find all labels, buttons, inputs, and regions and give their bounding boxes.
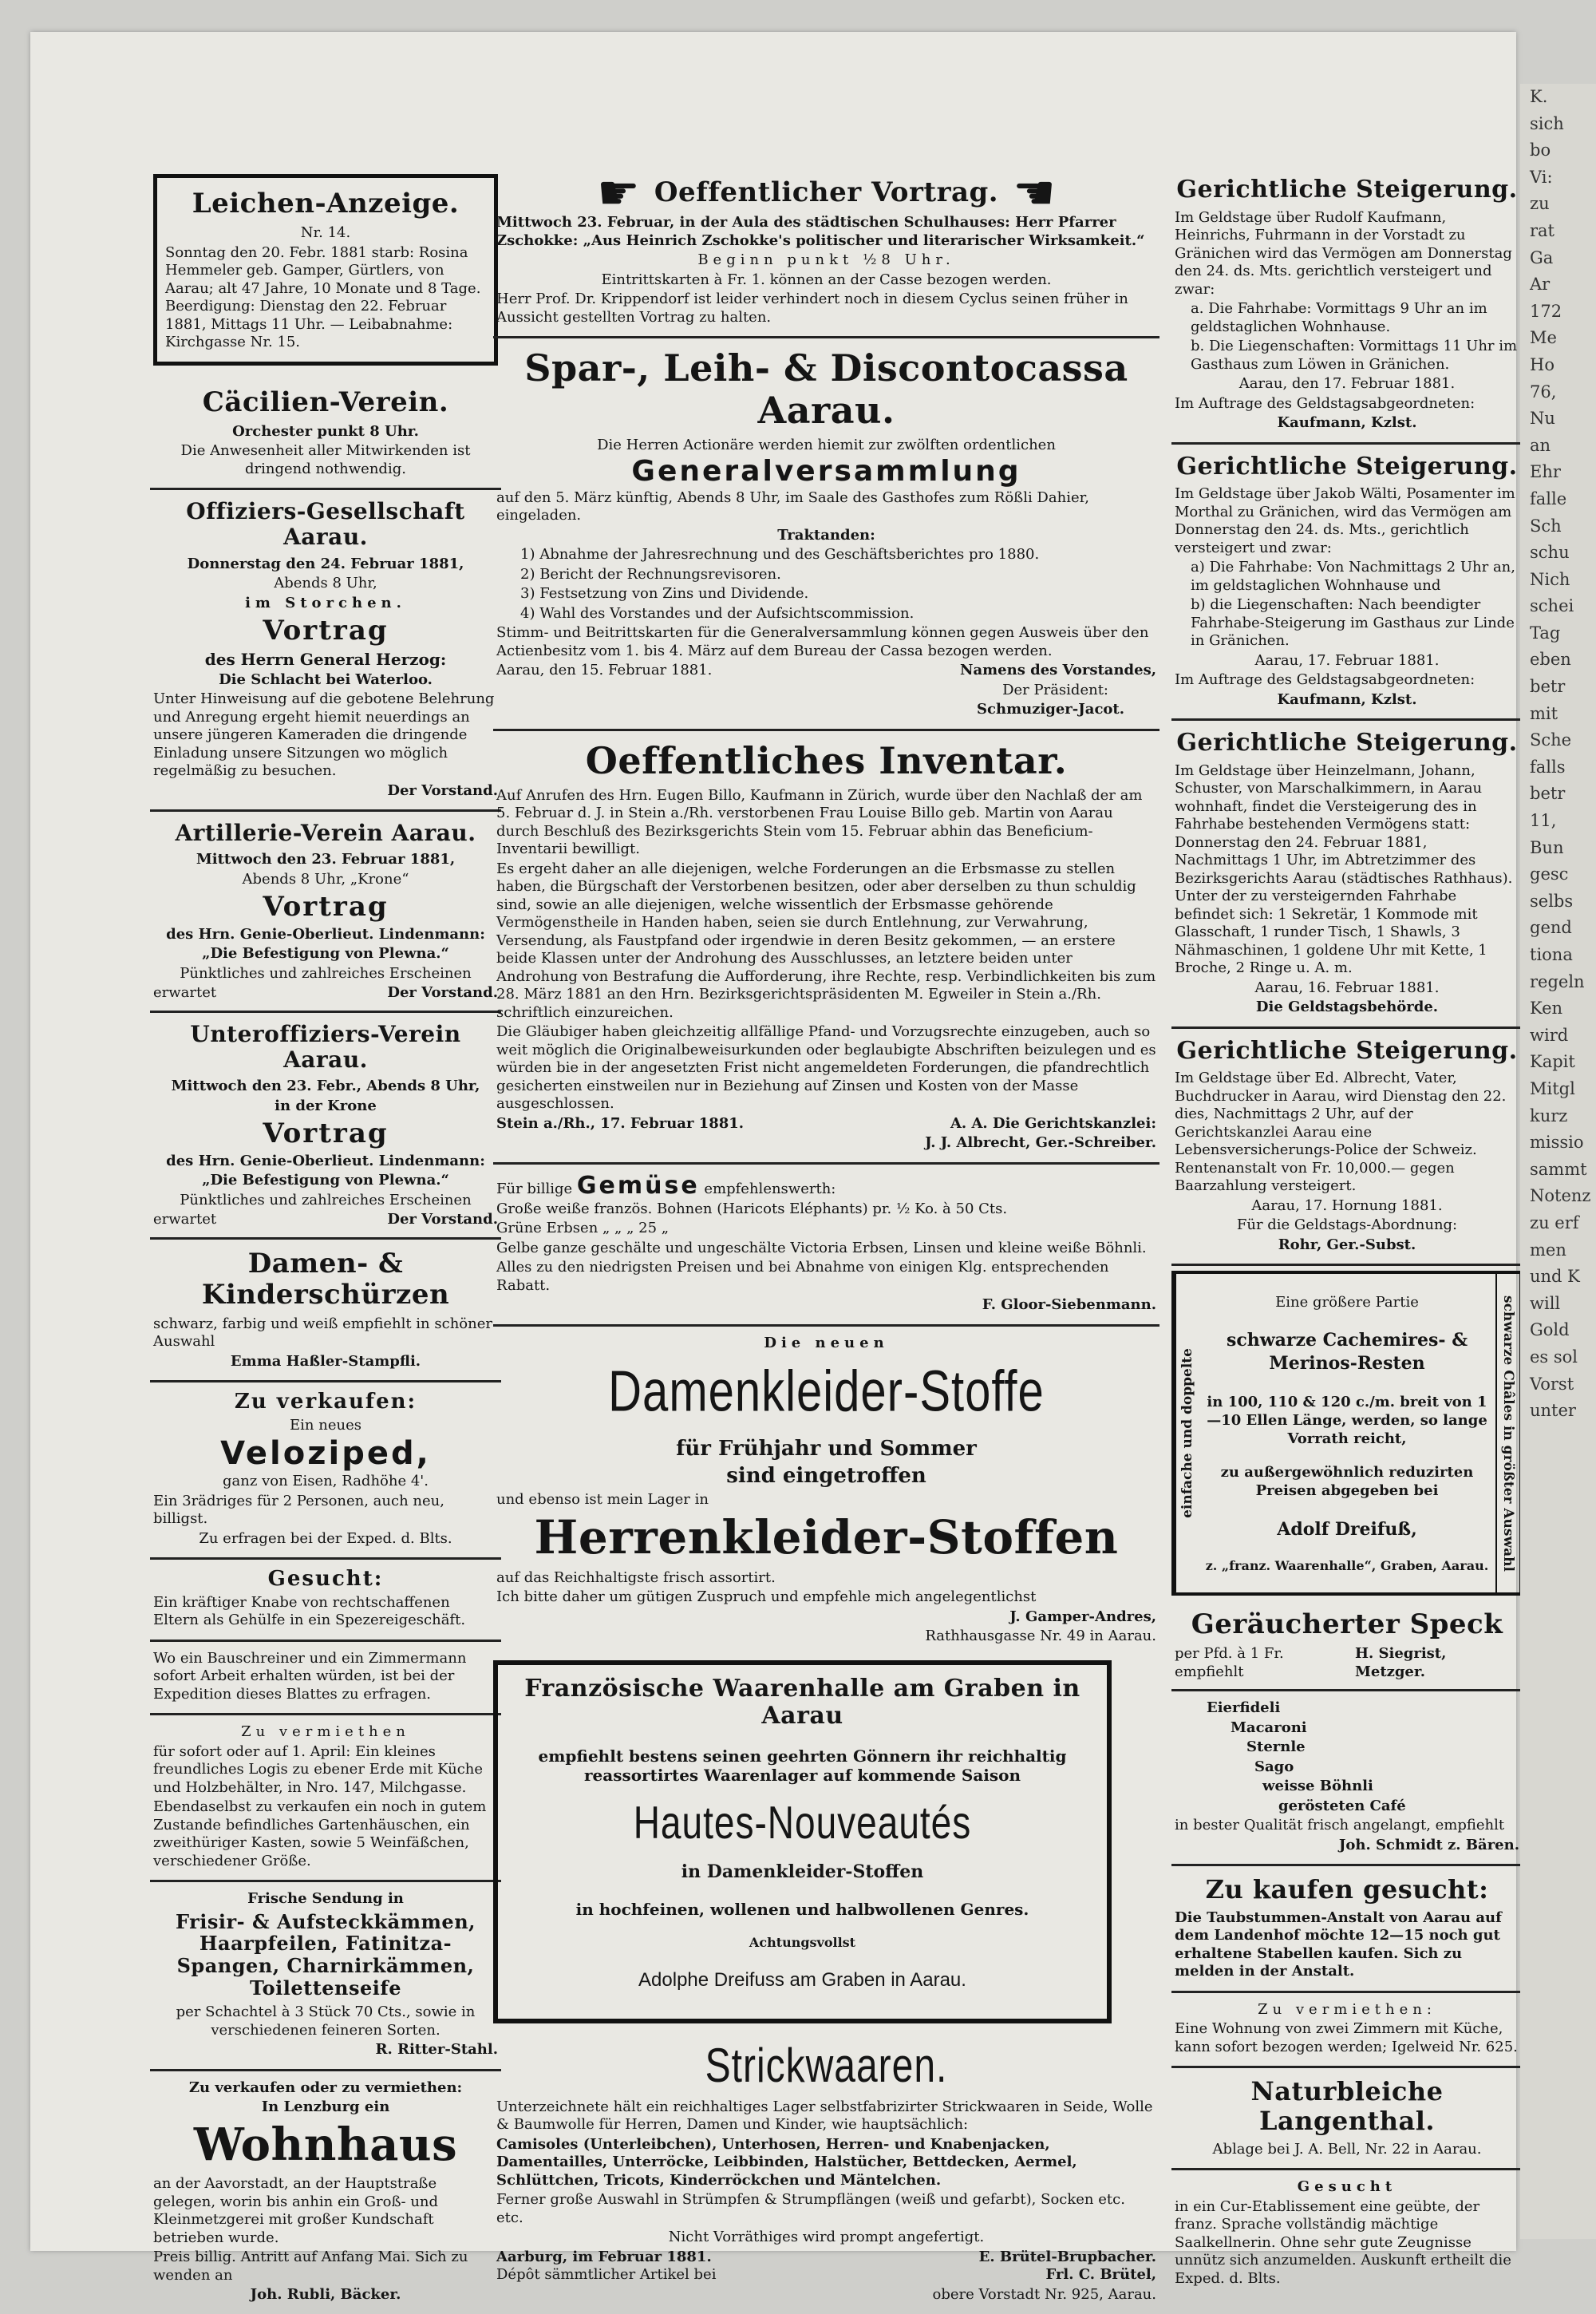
inventar-r1: A. A. Die Gerichtskanzlei: [950, 1114, 1156, 1132]
edge-line: Ken [1530, 999, 1563, 1019]
leichen-box [153, 174, 498, 366]
gemuese-l3: Grüne Erbsen „ „ „ 25 „ [496, 1220, 670, 1237]
cachemire-l4: zu außergewöhnlich reduzirten Preisen abgegeben bei [1220, 1463, 1474, 1500]
g4-text: Im Geldstage über Ed. Albrecht, Vater, Buchdrucker in Aarau, wird Dienstag den 22. dies, Nachmittags 2 Uhr, auf der Gerichtskanzlei Aarau eine Lebensversicherungs-Police der Schweiz. Rentenanstalt von Fr. 10,000.— gegen Baarzahlung versteigert. [1175, 1070, 1507, 1194]
leichen-text: Sonntag den 20. Febr. 1881 starb: Rosina Hemmeler geb. Gamper, Gürtlers, von Aarau; alt 47 Jahre, 10 Monate und 8 Tage. Beerdigung: Dienstag den 22. Februar 1881, Mittags 11 Uhr. — Leibabnahme: Kirchgasse Nr. 15. [165, 243, 481, 351]
spar-list [496, 546, 1156, 623]
spar-sign: Schmuziger-Jacot. [977, 701, 1124, 718]
artillerie-verein [150, 812, 501, 1013]
newspaper-page [30, 32, 1519, 2304]
damen-l6: Ich bitte daher um gütigen Zuspruch und empfehle mich angelegentlichst [496, 1588, 1037, 1606]
strick-title: Strickwaaren. [705, 2039, 948, 2093]
spar-title: Spar-, Leih- & Discontocassa Aarau. [524, 346, 1128, 432]
offiziers-text: Unter Hinweisung auf die gebotene Belehrung und Anregung ergeht hiemit neuerdings an unsere jüngeren Kameraden die dringende Einladung unsere Sitzungen wo möglich regelmäßig zu besuchen. [153, 690, 495, 780]
steigerung-2 [1171, 445, 1523, 722]
edge-line: schu [1530, 543, 1570, 563]
spar-item: 3) Festsetzung von Zins und Dividende. [520, 585, 809, 603]
velo-l4: Zu erfragen bei der Exped. d. Blts. [199, 1529, 452, 1547]
strick-l5: Dépôt sämmtlicher Artikel bei [496, 2266, 717, 2284]
damen-addr: Rathhausgasse Nr. 49 in Aarau. [925, 1628, 1156, 1645]
cachemire-box [1171, 1271, 1523, 1596]
cachemire-right: schwarze Châles in größter Auswahl [1495, 1274, 1519, 1592]
kaemme-l2: per Schachtel à 3 Stück 70 Cts., sowie in verschiedenen feineren Sorten. [176, 2003, 476, 2039]
langenthal-ad [1171, 2068, 1523, 2170]
franz-l4: Achtungsvollst [749, 1934, 856, 1950]
veloziped-ad [150, 1382, 501, 1560]
edge-line: Ho [1530, 354, 1555, 374]
unteroff-sign: Der Vorstand. [387, 1211, 498, 1228]
leichen-title: Leichen-Anzeige. [192, 188, 460, 220]
edge-line: betr [1530, 677, 1566, 697]
artillerie-sigrow [153, 984, 498, 1003]
spar-trakt: Traktanden: [777, 526, 875, 544]
cachemire-l3: in 100, 110 & 120 c./m. breit von 1—10 Ellen Länge, werden, so lange Vorrath reicht, [1207, 1393, 1487, 1448]
schmid-l1: in bester Qualität frisch angelangt, empfiehlt [1175, 1817, 1505, 1834]
franz-l3: in hochfeinen, wollenen und halbwollenen Genres. [575, 1899, 1029, 1919]
inventar-p3: Die Gläubiger haben gleichzeitig allfällige Pfand- und Vorzugsrechte einzugeben, auch so weit möglich die Originalbeweisurkunden oder beglaubigte Abschriften beizulegen und es würden bie in der angesetzten Frist nicht angemeldeten Forderungen, die pfandrechtlich gesicherten einstweilen nur in Beziehung auf Zinsen und Kosten von der Masse ausgeschlossen. [496, 1023, 1156, 1113]
strick-l1: Unterzeichnete hält ein reichhaltiges Lager selbstfabrizirter Strickwaaren in Seide, Wolle & Baumwolle für Herren, Damen und Kinder, wie hauptsächlich: [496, 2098, 1153, 2134]
wohnhaus-l2: In Lenzburg ein [261, 2098, 390, 2116]
kaemme-big: Frisir- & Aufsteckkämmen, Haarpfeilen, Fatinitza-Spangen, Charnirkämmen, Toilettenseife [175, 1909, 476, 2000]
strick-sigrow [496, 2249, 1156, 2267]
cachemire-main [1199, 1274, 1495, 1592]
schreiner-ad [150, 1642, 501, 1716]
vermieten-text: für sofort oder auf 1. April: Ein kleines freundliches Logis zu ebener Erde mit Küche und Holzbehälter, in Nro. 147, Milchgasse. [153, 1742, 484, 1796]
unteroff-vortrag: Vortrag [263, 1117, 389, 1150]
unteroff-sigrow [153, 1211, 498, 1229]
strickwaaren-ad [493, 2031, 1159, 2314]
g1-b: b. Die Liegenschaften: Vormittags 11 Uhr im Gasthaus zum Löwen in Gränichen. [1191, 338, 1518, 373]
g3-date: Aarau, 16. Februar 1881. [1254, 979, 1440, 996]
pointing-hand-left-icon: ☚ [1013, 165, 1056, 221]
g2-date: Aarau, 17. Februar 1881. [1254, 651, 1440, 669]
vortrag-ad [493, 165, 1159, 338]
leichen-anzeige [150, 168, 501, 378]
gesucht-title: Gesucht: [267, 1567, 384, 1592]
edge-line: tiona [1530, 945, 1573, 964]
artillerie-time: Abends 8 Uhr, „Krone“ [242, 870, 409, 888]
damen-sign: J. Gamper-Andres, [1009, 1608, 1156, 1625]
damen-big: Damenkleider-Stoffe [608, 1359, 1045, 1425]
wohnhaus-l1: Zu verkaufen oder zu vermiethen: [188, 2079, 463, 2096]
inventar-sign: J. J. Albrecht, Ger.-Schreiber. [925, 1134, 1156, 1152]
spar-item: 1) Abnahme der Jahresrechnung und des Geschäftsberichtes pro 1880. [520, 546, 1040, 564]
franz-big: Hautes-Nouveautés [633, 1796, 972, 1849]
edge-line: unter [1530, 1401, 1576, 1421]
g2-b: b) die Liegenschaften: Nach beendigter Fahrhabe-Steigerung im Gasthaus zur Linde in Gränichen. [1191, 596, 1515, 649]
velo-l1: Ein neues [290, 1416, 361, 1434]
cachemire-l1: Eine größere Partie [1275, 1294, 1419, 1311]
wohnhaus-ad [150, 2071, 501, 2314]
edge-line: Sch [1530, 516, 1562, 536]
edge-line: Notenz [1530, 1186, 1591, 1206]
edge-line: falls [1530, 757, 1566, 777]
g1-text: Im Geldstage über Rudolf Kaufmann, Heinrichs, Fuhrmann in der Vorstadt zu Gränichen wird das Vermögen am Donnerstag den 24. ds. Mts. gerichtlich versteigert und zwar: [1175, 208, 1512, 298]
edge-line: sich [1530, 113, 1564, 133]
franz-sign: Adolphe Dreifuss am Graben in Aarau. [638, 1968, 966, 1991]
damen-big2: Herrenkleider-Stoffen [534, 1510, 1119, 1565]
franz-l2: in Damenkleider-Stoffen [681, 1861, 924, 1882]
cachemire-left: einfache und doppelte [1175, 1274, 1199, 1592]
edge-line: selbs [1530, 891, 1574, 911]
edge-line: Bun [1530, 837, 1564, 857]
schuerzen-title: Damen- & Kinderschürzen [201, 1247, 450, 1311]
g4-title: Gerichtliche Steigerung. [1176, 1036, 1518, 1065]
offiziers-place: im Storchen. [245, 594, 406, 611]
vortrag-entry: Eintrittskarten à Fr. 1. können an der Casse bezogen werden. [601, 271, 1052, 288]
spar-date: Aarau, den 15. Februar 1881. [496, 662, 713, 679]
edge-line: bo [1530, 140, 1551, 160]
g3-text: Im Geldstage über Heinzelmann, Johann, Schuster, von Marschalkimmern, in Aarau wohnhaft, findet die Versteigerung des in Fahrhabe bestehenden Vermögens statt: Donnerstag den 24. Februar 1881, Nachmittags 1 Uhr, im Abtretzimmer des Bezirksgerichts Aarau (städtisches Rathhaus). Unter der zu versteigernden Fahrhabe befindet sich: 1 Sekretär, 1 Kommode mit Glasschaft, 1 runder Tisch, 1 Shawls, 3 Nähmaschinen, 1 goldene Uhr mit Kette, 1 Broche, 2 Ringe u. A. m. [1175, 761, 1513, 976]
gemuese-big: Gemüse [576, 1171, 700, 1200]
g4-r1: Für die Geldstags-Abordnung: [1236, 1216, 1458, 1233]
gesucht-text: Ein kräftiger Knabe von rechtschaffenen Eltern als Gehülfe in ein Spezereigeschäft. [153, 1593, 466, 1629]
damen-l5: auf das Reichhaltigste frisch assortirt. [496, 1568, 776, 1586]
spar-l3: Stimm- und Beitrittskarten für die Generalversammlung können gegen Ausweis über den Actienbesitz vom 1. bis 4. März auf dem Bureau der Cassa bezogen werden. [496, 624, 1149, 659]
column-middle [493, 165, 1159, 2303]
inventar-p2: Es ergeht daher an alle diejenigen, welche Forderungen an die Erbsmasse zu stellen haben, die Bürgschaft der Verstorbenen besitzen, oder aber derselben zu thun schuldig sind, sowie an alle diejenigen, welche wissentlich der Erbsmasse gehörende Vermögenstheile in Handen haben, seien sie durch Entlehnung, zur Verwahrung, Versendung, als Faustpfand oder irgendwie in deren Besitz gekommen, — an erstere beide Klassen unter der Androhung des Ausschlusses, an letztere beiden unter Androhung von Bestrafung die Aufforderung, ihre Rechte, resp. Verbindlichkeiten bis zum 28. März 1881 an den Hrn. Bezirksgerichtspräsidenten M. Egweiler in Stein a./Rh. schriftlich einzureichen. [496, 860, 1156, 1021]
spar-sigrow [496, 662, 1156, 680]
vermieten-right-title: Zu vermiethen: [1258, 2000, 1436, 2018]
cachemire-sign: Adolf Dreifuß, [1277, 1518, 1417, 1540]
edge-line: es sol [1530, 1347, 1578, 1367]
unteroffiziers-verein [150, 1013, 501, 1240]
edge-line: K. [1530, 87, 1548, 106]
edge-line: Ga [1530, 247, 1554, 267]
schuerzen-ad [150, 1240, 501, 1383]
column-right [1171, 168, 1523, 2287]
schmid-ad [1171, 1691, 1523, 1866]
kaufen-text: Die Taubstummen-Anstalt von Aarau auf dem Landenhof möchte 12—15 noch gut erhaltene Stabellen kaufen. Sich zu melden in der Anstalt. [1175, 1909, 1502, 1980]
edge-line: gesc [1530, 864, 1569, 884]
spar-ad [493, 338, 1159, 731]
g2-title: Gerichtliche Steigerung. [1176, 452, 1518, 481]
kaufen-title: Zu kaufen gesucht: [1205, 1874, 1489, 1905]
unteroff-text: Pünktliches und zahlreiches Erscheinen [180, 1191, 472, 1208]
edge-line: 172 [1530, 301, 1562, 321]
schmid-item-5: gerösteten Café [1278, 1797, 1406, 1814]
franz-waarenhalle-box [493, 1660, 1112, 2023]
offiziers-title: Offiziers-Gesellschaft Aarau. [186, 498, 465, 551]
velo-l2: ganz von Eisen, Radhöhe 4'. [223, 1473, 429, 1490]
edge-line: kurz [1530, 1106, 1568, 1125]
velo-l3: Ein 3rädriges für 2 Personen, auch neu, billigst. [153, 1492, 444, 1528]
edge-line: Nu [1530, 409, 1555, 429]
offiziers-vortrag: Vortrag [263, 615, 389, 647]
artillerie-text: Pünktliches und zahlreiches Erscheinen [180, 964, 472, 982]
edge-line: Ehr [1530, 462, 1561, 482]
g2-a: a) Die Fahrhabe: Von Nachmittags 2 Uhr an, im geldstaglichen Wohnhause und [1191, 559, 1515, 594]
unteroff-left: erwartet [153, 1211, 217, 1228]
spar-r2: Der Präsident: [1002, 681, 1108, 698]
damen-l3: sind eingetroffen [726, 1464, 926, 1489]
strick-l3: Ferner große Auswahl in Strümpfen & Strumpflängen (weiß und gefarbt), Socken etc. etc. [496, 2191, 1125, 2226]
strick-addr: obere Vorstadt Nr. 925, Aarau. [932, 2285, 1156, 2303]
edge-line: an [1530, 435, 1551, 455]
unteroff-topic: „Die Befestigung von Plewna.“ [202, 1172, 449, 1189]
schmid-sign: Joh. Schmidt z. Bären. [1338, 1836, 1519, 1853]
vermieten-title: Zu vermiethen [241, 1723, 410, 1741]
wohnhaus-big: Wohnhaus [193, 2118, 458, 2171]
offiziers-gesellschaft [150, 490, 501, 812]
velo-title: Zu verkaufen: [234, 1390, 417, 1414]
edge-line: Me [1530, 328, 1557, 348]
artillerie-title: Artillerie-Verein Aarau. [175, 820, 476, 847]
unteroff-speaker: des Hrn. Genie-Oberlieut. Lindenmann: [166, 1152, 485, 1169]
franz-l1: empfiehlt bestens seinen geehrten Gönnern ihr reichhaltig reassortirtes Waarenlager auf kommende Saison [538, 1746, 1067, 1785]
inventar-p1: Auf Anrufen des Hrn. Eugen Billo, Kaufmann in Zürich, wurde über den Nachlaß der am 5. Februar d. J. in Stein a./Rh. verstorbenen Frau Louise Billo geb. Martin von Aarau durch Beschluß des Bezirksgerichts Stein vom 15. Februar abhin das Beneficium-Inventarii bewilligt. [496, 786, 1143, 858]
steigerung-1 [1171, 168, 1523, 445]
saal-title: Gesucht [1297, 2178, 1397, 2196]
offiziers-time: Abends 8 Uhr, [274, 575, 377, 592]
edge-line: missio [1530, 1133, 1584, 1153]
speck-sigrow [1175, 1645, 1519, 1681]
schmid-item-4: weisse Böhnli [1262, 1778, 1373, 1795]
cachemire-addr: z. „franz. Waarenhalle“, Graben, Aarau. [1205, 1558, 1489, 1574]
caecilien-verein [150, 378, 501, 491]
edge-line: schei [1530, 596, 1574, 616]
edge-line: Kapit [1530, 1052, 1575, 1072]
g4-date: Aarau, 17. Hornung 1881. [1251, 1197, 1443, 1214]
vermieten-right-ad [1171, 1993, 1523, 2069]
artillerie-left: erwartet [153, 984, 217, 1002]
unteroff-place: in der Krone [275, 1097, 377, 1114]
speck-title: Geräucherter Speck [1191, 1608, 1503, 1640]
vortrag-text: Mittwoch 23. Februar, in der Aula des städtischen Schulhauses: Herr Pfarrer Zschokke: „Aus Heinrich Zschokke's politischer und literarischer Wirksamkeit.“ [496, 214, 1145, 249]
edge-line: eben [1530, 650, 1571, 670]
strick-sign: E. Brütel-Brupbacher. [978, 2248, 1156, 2265]
edge-line: rat [1530, 220, 1555, 240]
spar-item: 4) Wahl des Vorstandes und der Aufsichtscommission. [520, 604, 915, 622]
edge-line: will [1530, 1293, 1561, 1313]
schmid-item-3: Sago [1254, 1758, 1294, 1775]
edge-line: zu erf [1530, 1212, 1579, 1232]
kaemme-sign: R. Ritter-Stahl. [375, 2041, 498, 2059]
vermieten-text2: Ebendaselbst zu verkaufen ein noch in gutem Zustande befindliches Gartenhäuschen, ein zweithüriger Kasten, sowie 5 Weinfäßchen, verschiedener Größe. [153, 1798, 487, 1869]
edge-line: betr [1530, 784, 1566, 804]
vermieten-ad [150, 1715, 501, 1882]
g3-sign: Die Geldstagsbehörde. [1255, 999, 1439, 1015]
gemuese-row [496, 1173, 1156, 1199]
kaemme-l1: Frische Sendung in [247, 1890, 404, 1908]
artillerie-topic: „Die Befestigung von Plewna.“ [202, 945, 449, 963]
wohnhaus-sign: Joh. Rubli, Bäcker. [250, 2286, 401, 2304]
unteroff-date: Mittwoch den 23. Febr., Abends 8 Uhr, [171, 1078, 480, 1095]
steigerung-4 [1171, 1029, 1523, 1267]
edge-line: Vorst [1530, 1374, 1574, 1394]
gesucht-ad [150, 1560, 501, 1642]
gemuese-sign: F. Gloor-Siebenmann. [982, 1296, 1156, 1314]
artillerie-sign: Der Vorstand. [387, 984, 498, 1002]
edge-line: falle [1530, 489, 1567, 508]
cachemire-l2: schwarze Cachemires- & Merinos-Resten [1226, 1330, 1468, 1374]
strick-date: Aarburg, im Februar 1881. [496, 2248, 712, 2265]
edge-line: zu [1530, 194, 1550, 214]
column-left [150, 168, 501, 2304]
strick-sigrow2 [496, 2266, 1156, 2284]
steigerung-3 [1171, 721, 1523, 1029]
langenthal-text: Ablage bei J. A. Bell, Nr. 22 in Aarau. [1212, 2140, 1482, 2158]
adjacent-page-edge [1520, 84, 1596, 2239]
strick-l4: Nicht Vorräthiges wird prompt angefertigt. [668, 2229, 985, 2246]
edge-line: Mitgl [1530, 1078, 1575, 1098]
caecilien-line2: Die Anwesenheit aller Mitwirkenden ist dringend nothwendig. [180, 442, 471, 477]
inventar-sigrow [496, 1115, 1156, 1133]
offiziers-date: Donnerstag den 24. Februar 1881, [187, 555, 464, 572]
edge-line: Sche [1530, 730, 1572, 750]
gemuese-l5: Alles zu den niedrigsten Preisen und bei Abnahme von einigen Klg. entsprechenden Rabatt. [496, 1259, 1109, 1294]
vortrag-begin: Beginn punkt ½8 Uhr. [697, 251, 955, 268]
velo-big: Veloziped, [220, 1435, 431, 1473]
strick-sign2: Frl. C. Brütel, [1045, 2266, 1156, 2284]
edge-line: 11, [1530, 811, 1557, 831]
gemuese-l4: Gelbe ganze geschälte und ungeschälte Victoria Erbsen, Linsen und kleine weiße Böhnli. [496, 1239, 1147, 1256]
edge-line: und K [1530, 1267, 1580, 1287]
caecilien-line1: Orchester punkt 8 Uhr. [232, 422, 419, 440]
speck-sign: H. Siegrist, Metzger. [1354, 1645, 1447, 1680]
spar-item: 2) Bericht der Rechnungsrevisoren. [520, 565, 781, 583]
wohnhaus-text: an der Aavorstadt, an der Hauptstraße gelegen, worin bis anhin ein Groß- und Kleinmetzgerei mit großer Kundschaft betrieben wurde. [153, 2175, 439, 2246]
g4-sign: Rohr, Ger.-Subst. [1278, 1236, 1416, 1253]
langenthal-title: Naturbleiche Langenthal. [1250, 2076, 1444, 2137]
g2-text: Im Geldstage über Jakob Wälti, Posamenter im Morthal zu Gränichen, wird das Vermögen am Donnerstag den 24. ds. Mts., gerichtlich versteigert und zwar: [1175, 485, 1515, 556]
artillerie-speaker: des Hrn. Genie-Oberlieut. Lindenmann: [166, 925, 485, 943]
caecilien-title: Cäcilien-Verein. [202, 386, 449, 418]
edge-line: mit [1530, 703, 1558, 723]
saal-ad [1171, 2170, 1523, 2297]
pointing-hand-right-icon: ☛ [597, 165, 640, 221]
edge-line: Gold [1530, 1320, 1570, 1340]
damen-l1: Die neuen [764, 1334, 889, 1351]
spar-r1: Namens des Vorstandes, [960, 662, 1156, 679]
schuerzen-text: schwarz, farbig und weiß empfiehlt in schöner Auswahl [153, 1315, 492, 1351]
damen-l4: und ebenso ist mein Lager in [496, 1490, 709, 1508]
gemuese-l2: Große weiße französ. Bohnen (Haricots Eléphants) pr. ½ Ko. à 50 Cts. [496, 1200, 1008, 1217]
offiziers-sign: Der Vorstand. [387, 781, 498, 799]
edge-line: wird [1530, 1025, 1569, 1045]
g1-date: Aarau, den 17. Februar 1881. [1238, 375, 1456, 392]
g2-r1: Im Auftrage des Geldstagsabgeordneten: [1175, 671, 1476, 688]
schuerzen-sign: Emma Haßler-Stampfli. [230, 1352, 421, 1370]
offiziers-speaker: des Herrn General Herzog: [204, 649, 447, 669]
damen-l2: für Frühjahr und Sommer [676, 1436, 977, 1461]
leichen-nr: Nr. 14. [300, 224, 351, 242]
g2-sign: Kaufmann, Kzlst. [1277, 690, 1417, 708]
gemuese-ad [493, 1165, 1159, 1327]
edge-line: Ar [1530, 275, 1551, 295]
kaufen-ad [1171, 1866, 1523, 1993]
vortrag-title: Oeffentlicher Vortrag. [654, 176, 999, 209]
schmid-item-2: Sternle [1246, 1738, 1306, 1756]
saal-text: in ein Cur-Etablissement eine geübte, der franz. Sprache vollständig mächtige Saalkellnerin. Ohne sehr gute Zeugnisse unnütz sich anzumelden. Auskunft ertheilt die Exped. d. Blts. [1175, 2197, 1511, 2287]
strick-l2: Camisoles (Unterleibchen), Unterhosen, Herren- und Knabenjacken, Damentailles, Unterröcke, Leibbinden, Halstücher, Bettdecken, Aermel, Schlüttchen, Tricots, Kinderröckchen und Mäntelchen. [496, 2135, 1077, 2189]
edge-line: 76, [1530, 382, 1557, 401]
gemuese-l1b: empfehlenswerth: [704, 1180, 836, 1197]
inventar-title: Oeffentliches Inventar. [585, 738, 1068, 782]
edge-line: gend [1530, 918, 1572, 938]
spar-gv: Generalversammlung [631, 455, 1021, 489]
unteroff-title: Unteroffiziers-Verein Aarau. [190, 1020, 461, 1073]
g1-title: Gerichtliche Steigerung. [1176, 176, 1518, 204]
franz-title: Französische Waarenhalle am Graben in Aarau [524, 1674, 1080, 1731]
inventar-date: Stein a./Rh., 17. Februar 1881. [496, 1114, 745, 1132]
speck-l1: per Pfd. à 1 Fr. empfiehlt [1175, 1645, 1284, 1680]
offiziers-topic: Die Schlacht bei Waterloo. [219, 670, 433, 688]
gemuese-l1: Für billige [496, 1180, 573, 1197]
schmid-item-1: Macaroni [1231, 1719, 1307, 1736]
g1-a: a. Die Fahrhabe: Vormittags 9 Uhr an im geldstaglichen Wohnhause. [1191, 300, 1487, 335]
schreiner-text: Wo ein Bauschreiner und ein Zimmermann sofort Arbeit erhalten würden, ist bei der Expedition dieses Blattes zu erfragen. [153, 1649, 467, 1703]
edge-line: Nich [1530, 569, 1570, 589]
edge-line: regeln [1530, 971, 1585, 991]
speck-ad [1171, 1600, 1523, 1691]
edge-line: Tag [1530, 623, 1561, 643]
spar-l1: Die Herren Actionäre werden hiemit zur zwölften ordentlichen [597, 436, 1056, 453]
artillerie-date: Mittwoch den 23. Februar 1881, [196, 851, 456, 868]
g1-sign: Kaufmann, Kzlst. [1277, 414, 1417, 431]
vortrag-title-row [496, 165, 1156, 221]
vortrag-note: Herr Prof. Dr. Krippendorf ist leider verhindert noch in diesem Cyclus seinen früher in Aussicht gestellten Vortrag zu halten. [496, 291, 1128, 326]
spar-l2: auf den 5. März künftig, Abends 8 Uhr, im Saale des Gasthofes zum Rößli Dahier, eingeladen. [496, 489, 1089, 524]
kaemme-ad [150, 1882, 501, 2071]
wohnhaus-text2: Preis billig. Antritt auf Anfang Mai. Sich zu wenden an [153, 2249, 468, 2284]
damenkleider-ad [493, 1327, 1159, 1655]
schmid-item-0: Eierfideli [1207, 1699, 1281, 1717]
edge-line: sammt [1530, 1159, 1587, 1179]
vermieten-right-text: Eine Wohnung von zwei Zimmern mit Küche, kann sofort bezogen werden; Igelweid Nr. 625. [1175, 2020, 1518, 2055]
artillerie-vortrag: Vortrag [263, 891, 389, 924]
inventar-ad [493, 731, 1159, 1165]
g3-title: Gerichtliche Steigerung. [1176, 729, 1518, 757]
edge-line: men [1530, 1240, 1566, 1260]
edge-line: Vi: [1530, 167, 1553, 187]
g1-r1: Im Auftrage des Geldstagsabgeordneten: [1175, 394, 1476, 412]
